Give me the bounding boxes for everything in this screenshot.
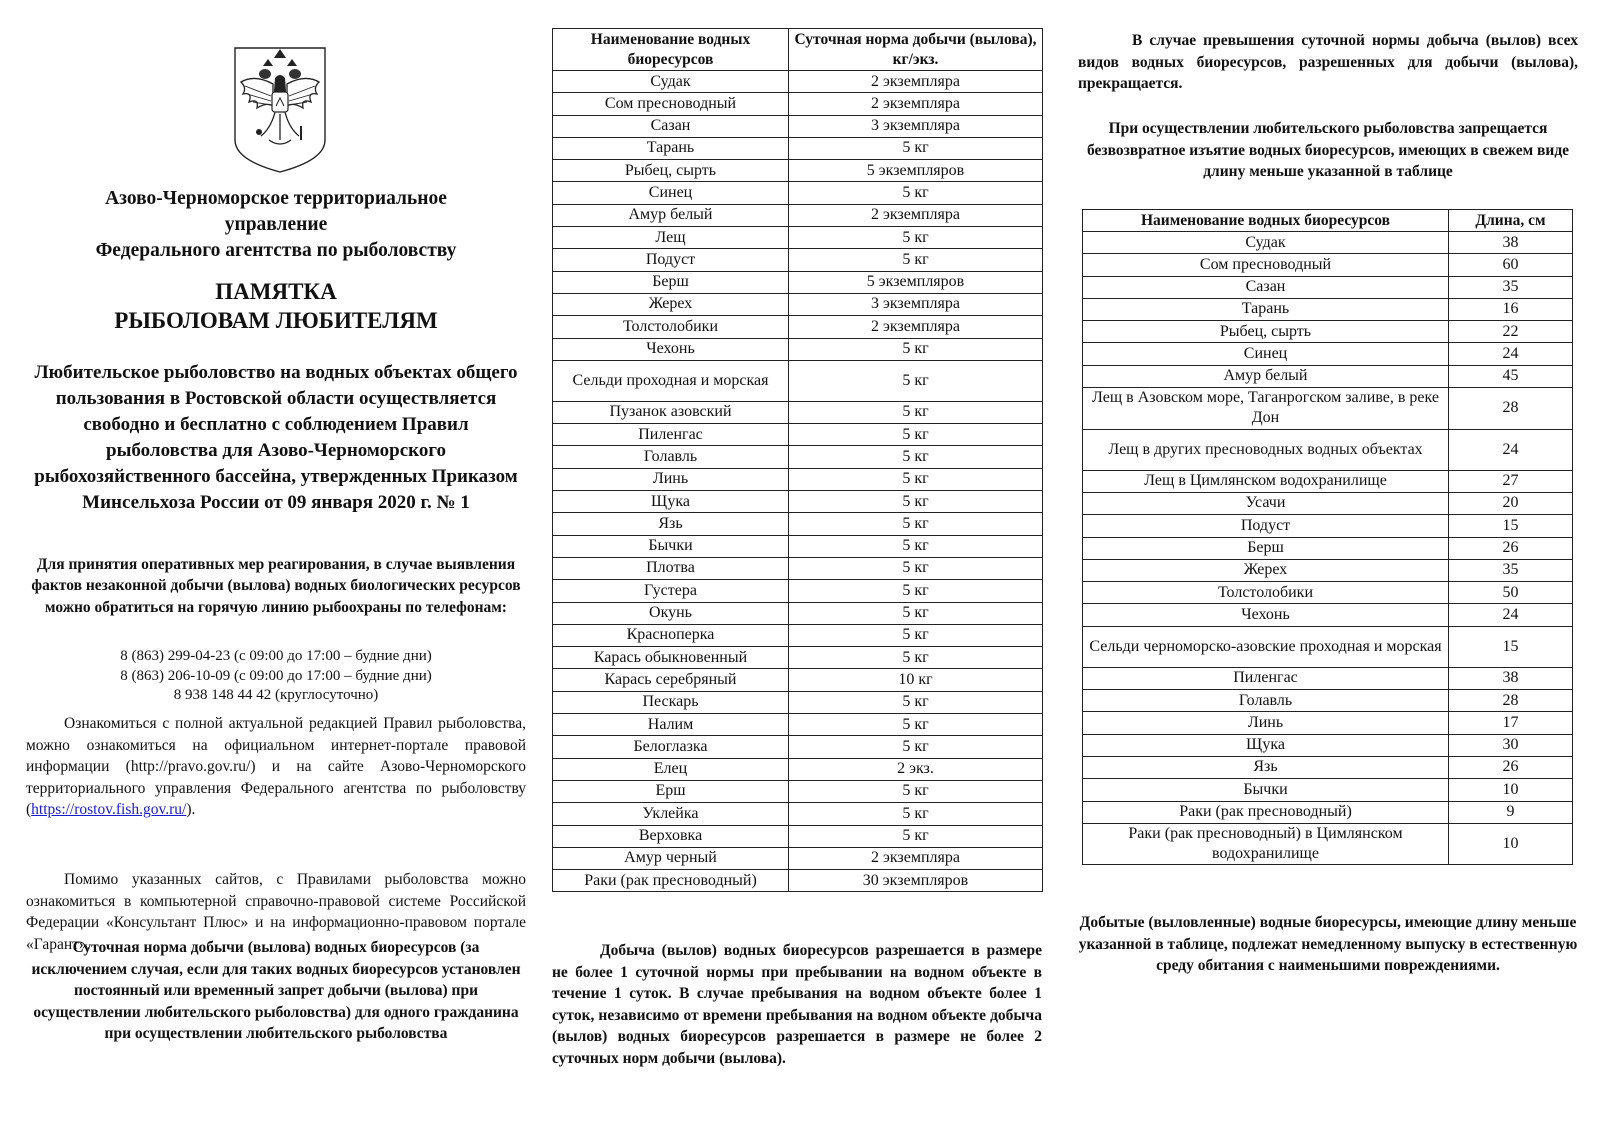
value-cell: 5 кг [789,825,1043,847]
species-cell: Чехонь [1083,604,1449,626]
min-length-table [1082,209,1573,865]
value-cell: 20 [1449,492,1573,514]
value-cell: 15 [1449,626,1573,667]
table-row [553,602,1043,624]
species-cell: Линь [1083,712,1449,734]
table-row [553,825,1043,847]
rules-info-text: Ознакомиться с полной актуальной редакцией Правил рыболовства, можно ознакомиться на официальном интернет-портале правовой информации (http://pravo.gov.ru/) и на сайте Азово-Черноморского территориального управления Федерального агентства по рыболовству ( [26,715,526,819]
table-row [1083,582,1573,604]
value-cell: 2 экземпляра [789,847,1043,869]
table-row [553,513,1043,535]
coat-of-arms-icon [231,44,329,174]
species-cell: Сом пресноводный [553,93,789,115]
table-row [1083,823,1573,865]
table-row [553,468,1043,490]
table-row [553,669,1043,691]
value-cell: 2 экз. [789,758,1043,780]
table-row [553,293,1043,315]
species-cell: Рыбец, сырть [1083,321,1449,343]
value-cell: 5 кг [789,401,1043,423]
table-row [553,401,1043,423]
authority-line: Федерального агентства по рыболовству [95,240,457,261]
page-title [26,277,526,335]
species-cell: Густера [553,580,789,602]
table-row [553,446,1043,468]
value-cell: 26 [1449,756,1573,778]
species-cell: Щука [553,491,789,513]
table-row [553,424,1043,446]
table-header-row [553,29,1043,71]
table-row [553,714,1043,736]
table-row [553,758,1043,780]
value-cell: 35 [1449,559,1573,581]
value-cell: 5 кг [789,557,1043,579]
table-row [1083,470,1573,492]
value-cell: 5 кг [789,803,1043,825]
table-row [1083,734,1573,756]
species-cell: Раки (рак пресноводный) [1083,801,1449,823]
value-cell: 5 кг [789,446,1043,468]
species-cell: Пиленгас [553,424,789,446]
legal-systems-text: Помимо указанных сайтов, с Правилами рыболовства можно ознакомиться в компьютерной справочно-правовой системе Российской Федерации «Консультант Плюс» и на информационно-правовом портале «Гарант». [26,871,526,953]
value-cell: 15 [1449,515,1573,537]
species-cell: Верховка [553,825,789,847]
species-cell: Бычки [553,535,789,557]
species-cell: Линь [553,468,789,490]
table-row [553,647,1043,669]
species-cell: Судак [553,71,789,93]
table-row [1083,626,1573,667]
authority-line: Азово-Черноморское территориальное [105,188,447,209]
value-cell: 38 [1449,232,1573,254]
value-cell: 24 [1449,343,1573,365]
phone-line: 8 938 148 44 42 (круглосуточно) [173,687,379,703]
value-cell: 50 [1449,582,1573,604]
table-row [553,93,1043,115]
species-cell: Уклейка [553,803,789,825]
column-header: Длина, см [1449,210,1573,232]
table-row [1083,321,1573,343]
value-cell: 38 [1449,667,1573,689]
table-row [1083,232,1573,254]
value-cell: 28 [1449,388,1573,430]
species-cell: Сельди черноморско-азовские проходная и морская [1083,626,1449,667]
table-row [1083,690,1573,712]
species-cell: Усачи [1083,492,1449,514]
value-cell: 5 кг [789,780,1043,802]
table-row [553,316,1043,338]
table-row [1083,276,1573,298]
species-cell: Рыбец, сырть [553,160,789,182]
table-row [1083,712,1573,734]
table-row [1083,429,1573,470]
table-row [553,491,1043,513]
value-cell: 10 кг [789,669,1043,691]
value-cell: 5 кг [789,602,1043,624]
value-cell: 26 [1449,537,1573,559]
value-cell: 5 кг [789,714,1043,736]
value-cell: 60 [1449,254,1573,276]
table-row [553,160,1043,182]
value-cell: 2 экземпляра [789,316,1043,338]
species-cell: Налим [553,714,789,736]
value-cell: 27 [1449,470,1573,492]
table-row [553,360,1043,401]
table-row [553,71,1043,93]
value-cell: 35 [1449,276,1573,298]
table-row [553,691,1043,713]
table-row [1083,779,1573,801]
species-cell: Пескарь [553,691,789,713]
hotline-paragraph: Для принятия оперативных мер реагирования, в случае выявления фактов незаконной добычи (вылова) водных биологических ресурсов можно обратиться на горячую линию рыбоохраны по телефонам: [31,556,521,616]
exceed-norm-note [1078,30,1578,95]
catch-limit-note [552,940,1042,1070]
table-row [1083,604,1573,626]
species-cell: Подуст [1083,515,1449,537]
table-row [553,338,1043,360]
species-cell: Раки (рак пресноводный) в Цимлянском водохранилище [1083,823,1449,865]
table-row [553,736,1043,758]
species-cell: Лещ в других пресноводных водных объектах [1083,429,1449,470]
species-cell: Язь [1083,756,1449,778]
value-cell: 5 кг [789,468,1043,490]
species-cell: Толстолобики [1083,582,1449,604]
species-cell: Сазан [553,115,789,137]
table-row [553,271,1043,293]
species-cell: Сазан [1083,276,1449,298]
table-row [553,204,1043,226]
value-cell: 16 [1449,298,1573,320]
authority-line: управление [224,214,328,235]
value-cell: 5 кг [789,491,1043,513]
species-cell: Белоглазка [553,736,789,758]
table-header-row [1083,210,1573,232]
value-cell: 5 кг [789,736,1043,758]
value-cell: 22 [1449,321,1573,343]
value-cell: 5 экземпляров [789,271,1043,293]
value-cell: 5 кг [789,338,1043,360]
species-cell: Амур белый [553,204,789,226]
table-row [553,870,1043,892]
species-cell: Лещ в Азовском море, Таганрогском заливе, в реке Дон [1083,388,1449,430]
value-cell: 2 экземпляра [789,93,1043,115]
value-cell: 5 кг [789,580,1043,602]
authority-name [26,186,526,264]
table-row [553,580,1043,602]
value-cell: 24 [1449,604,1573,626]
species-cell: Подуст [553,249,789,271]
table-row [553,624,1043,646]
table-row [1083,254,1573,276]
value-cell: 28 [1449,690,1573,712]
species-cell: Сельди проходная и морская [553,360,789,401]
column-header: Наименование водных биоресурсов [553,29,789,71]
exceed-norm-text: В случае превышения суточной нормы добыча (вылов) всех видов водных биоресурсов, разрешенных для добычи (вылова), прекращается. [1078,32,1578,93]
table-row [1083,388,1573,430]
value-cell: 5 кг [789,182,1043,204]
catch-limit-text: Добыча (вылов) водных биоресурсов разрешается в размере не более 1 суточной нормы при пребывании на водном объекте в течение 1 суток. В случае пребывания на водном объекте более 1 суток, независимо от времени пребывания на водном объекте добыча (вылов) водных биоресурсов разрешается в размере не более 2 суточных норм добычи (вылова). [552,942,1042,1067]
species-cell: Тарань [553,137,789,159]
table-row [1083,365,1573,387]
value-cell: 5 кг [789,249,1043,271]
species-cell: Елец [553,758,789,780]
species-cell: Ерш [553,780,789,802]
intro-paragraph: Любительское рыболовство на водных объектах общего пользования в Ростовской области осуществляется свободно и бесплатно с соблюдением Правил рыболовства для Азово-Черноморского рыбохозяйственного бассейна, утвержденных Приказом Минсельхоза России от 09 января 2020 г. № 1 [34,362,518,513]
release-note: Добытые (выловленные) водные биоресурсы, имеющие длину меньше указанной в таблице, подлежат немедленному выпуску в естественную среду обитания с наименьшими повреждениями. [1078,914,1578,975]
value-cell: 5 кг [789,137,1043,159]
table-row [553,535,1043,557]
species-cell: Судак [1083,232,1449,254]
value-cell: 5 кг [789,360,1043,401]
table-row [1083,515,1573,537]
table-row [1083,801,1573,823]
table-row [1083,343,1573,365]
species-cell: Лещ в Цимлянском водохранилище [1083,470,1449,492]
species-cell: Красноперка [553,624,789,646]
value-cell: 30 [1449,734,1573,756]
table-row [553,803,1043,825]
value-cell: 45 [1449,365,1573,387]
species-cell: Сом пресноводный [1083,254,1449,276]
column-header: Суточная норма добычи (вылова), кг/экз. [789,29,1043,71]
value-cell: 5 кг [789,624,1043,646]
column-header: Наименование водных биоресурсов [1083,210,1449,232]
table-row [1083,298,1573,320]
value-cell: 3 экземпляра [789,293,1043,315]
value-cell: 5 кг [789,227,1043,249]
species-cell: Берш [1083,537,1449,559]
table-row [553,780,1043,802]
species-cell: Жерех [553,293,789,315]
table-row [1083,667,1573,689]
table-row [1083,537,1573,559]
value-cell: 2 экземпляра [789,204,1043,226]
phone-list [26,647,526,706]
table-row [553,227,1043,249]
species-cell: Чехонь [553,338,789,360]
table-row [553,847,1043,869]
table-row [1083,492,1573,514]
rules-info-text-end: ). [186,801,196,819]
rules-info-paragraph [26,713,526,821]
species-cell: Синец [553,182,789,204]
value-cell: 5 кг [789,691,1043,713]
value-cell: 24 [1449,429,1573,470]
value-cell: 2 экземпляра [789,71,1043,93]
species-cell: Пиленгас [1083,667,1449,689]
species-cell: Синец [1083,343,1449,365]
rostov-fish-link[interactable]: https://rostov.fish.gov.ru/ [31,801,187,819]
species-cell: Плотва [553,557,789,579]
species-cell: Бычки [1083,779,1449,801]
species-cell: Язь [553,513,789,535]
species-cell: Голавль [553,446,789,468]
species-cell: Раки (рак пресноводный) [553,870,789,892]
species-cell: Лещ [553,227,789,249]
table-row [1083,756,1573,778]
value-cell: 5 кг [789,513,1043,535]
species-cell: Амур белый [1083,365,1449,387]
table-row [553,557,1043,579]
size-ban-heading: При осуществлении любительского рыболовства запрещается безвозвратное изъятие водных биоресурсов, имеющих в свежем виде длину меньше указанной в таблице [1086,120,1570,181]
species-cell: Окунь [553,602,789,624]
value-cell: 30 экземпляров [789,870,1043,892]
species-cell: Амур черный [553,847,789,869]
table-row [553,249,1043,271]
table-row [553,137,1043,159]
daily-norm-heading: Суточная норма добычи (вылова) водных биоресурсов (за исключением случая, если для таких водных биоресурсов установлен постоянный или временный запрет добычи (вылова) при осуществлении любительского рыболовства) для одного гражданина при осуществлении любительского рыболовства [31,939,521,1043]
daily-norm-table [552,28,1043,892]
species-cell: Голавль [1083,690,1449,712]
species-cell: Пузанок азовский [553,401,789,423]
table-row [553,182,1043,204]
value-cell: 5 кг [789,647,1043,669]
species-cell: Карась серебряный [553,669,789,691]
species-cell: Щука [1083,734,1449,756]
species-cell: Берш [553,271,789,293]
value-cell: 9 [1449,801,1573,823]
title-line: РЫБОЛОВАМ ЛЮБИТЕЛЯМ [114,308,438,333]
species-cell: Карась обыкновенный [553,647,789,669]
value-cell: 5 кг [789,535,1043,557]
value-cell: 10 [1449,779,1573,801]
title-line: ПАМЯТКА [215,279,337,304]
value-cell: 17 [1449,712,1573,734]
species-cell: Жерех [1083,559,1449,581]
value-cell: 3 экземпляра [789,115,1043,137]
table-row [553,115,1043,137]
value-cell: 5 экземпляров [789,160,1043,182]
species-cell: Тарань [1083,298,1449,320]
value-cell: 10 [1449,823,1573,865]
phone-line: 8 (863) 299-04-23 (с 09:00 до 17:00 – будние дни) [120,648,432,664]
species-cell: Толстолобики [553,316,789,338]
value-cell: 5 кг [789,424,1043,446]
table-row [1083,559,1573,581]
phone-line: 8 (863) 206-10-09 (с 09:00 до 17:00 – будние дни) [120,667,432,684]
